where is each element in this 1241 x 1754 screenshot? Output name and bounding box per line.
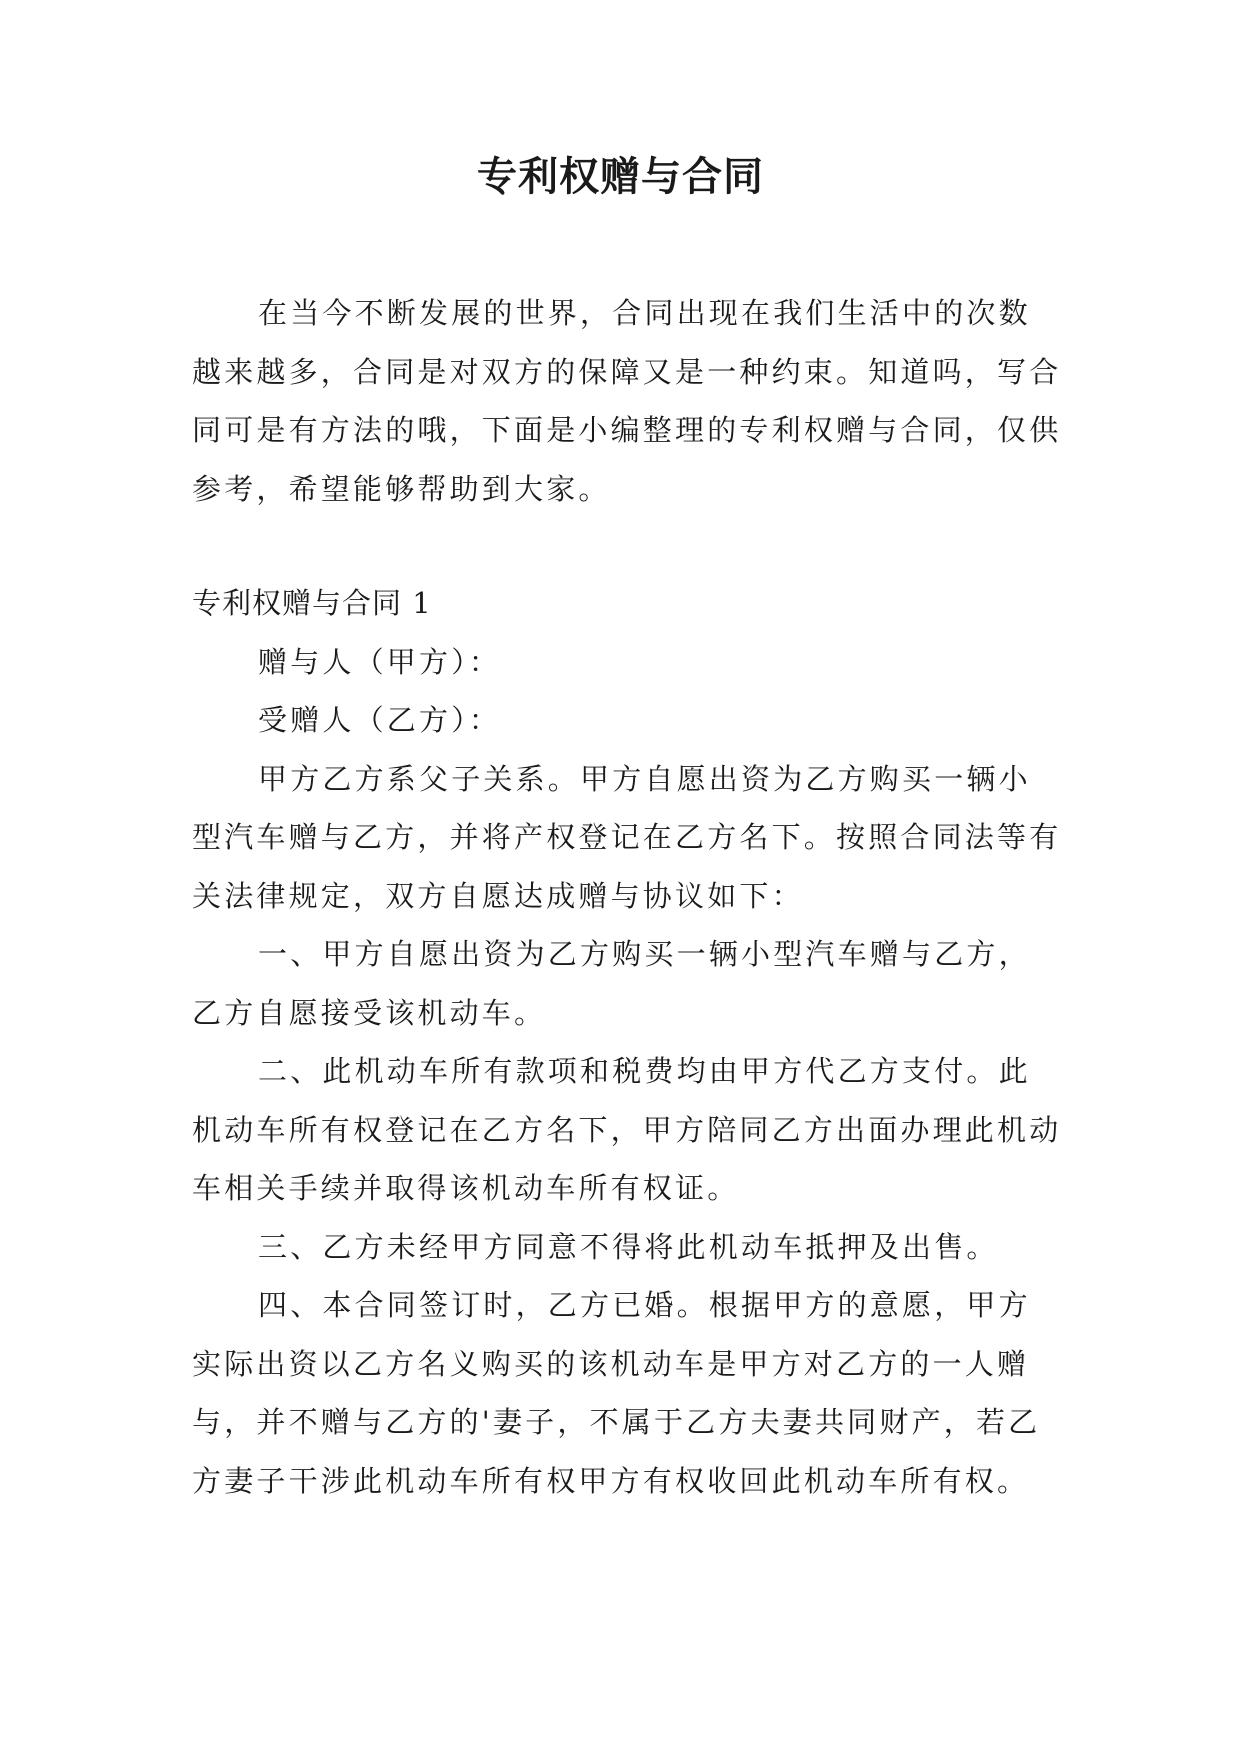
- preamble-paragraph: 甲方乙方系父子关系。甲方自愿出资为乙方购买一辆小型汽车赠与乙方，并将产权登记在乙方名下。按照合同法等有关法律规定，双方自愿达成赠与协议如下：: [192, 761, 1062, 913]
- donee-line: 受赠人（乙方）：: [258, 703, 502, 737]
- document-title: 专利权赠与合同: [477, 154, 764, 200]
- donor-line: 赠与人（甲方）：: [258, 644, 502, 679]
- clause-2: 二、此机动车所有款项和税费均由甲方代乙方支付。此机动车所有权登记在乙方名下，甲方陪同乙方出面办理此机动车相关手续并取得该机动车所有权证。: [192, 1054, 1062, 1205]
- clause-3: 三、乙方未经甲方同意不得将此机动车抵押及出售。: [258, 1229, 999, 1264]
- intro-paragraph: 在当今不断发展的世界，合同出现在我们生活中的次数越来越多，合同是对双方的保障又是一种约束。知道吗，写合同可是有方法的哦，下面是小编整理的专利权赠与合同，仅供参考，希望能够帮助到大家。: [192, 296, 1062, 506]
- intro-section: [192, 284, 1062, 518]
- clause-4: 四、本合同签订时，乙方已婚。根据甲方的意愿，甲方实际出资以乙方名义购买的该机动车是甲方对乙方的一人赠与，并不赠与乙方的'妻子，不属于乙方夫妻共同财产，若乙方妻子干涉此机动车所有权甲方有权收回此机动车所有权。: [192, 1288, 1041, 1498]
- clause-1: 一、甲方自愿出资为乙方购买一辆小型汽车赠与乙方，乙方自愿接受该机动车。: [192, 937, 1031, 1030]
- contract-section: [192, 574, 1062, 1510]
- section-heading: 专利权赠与合同 1: [192, 586, 432, 620]
